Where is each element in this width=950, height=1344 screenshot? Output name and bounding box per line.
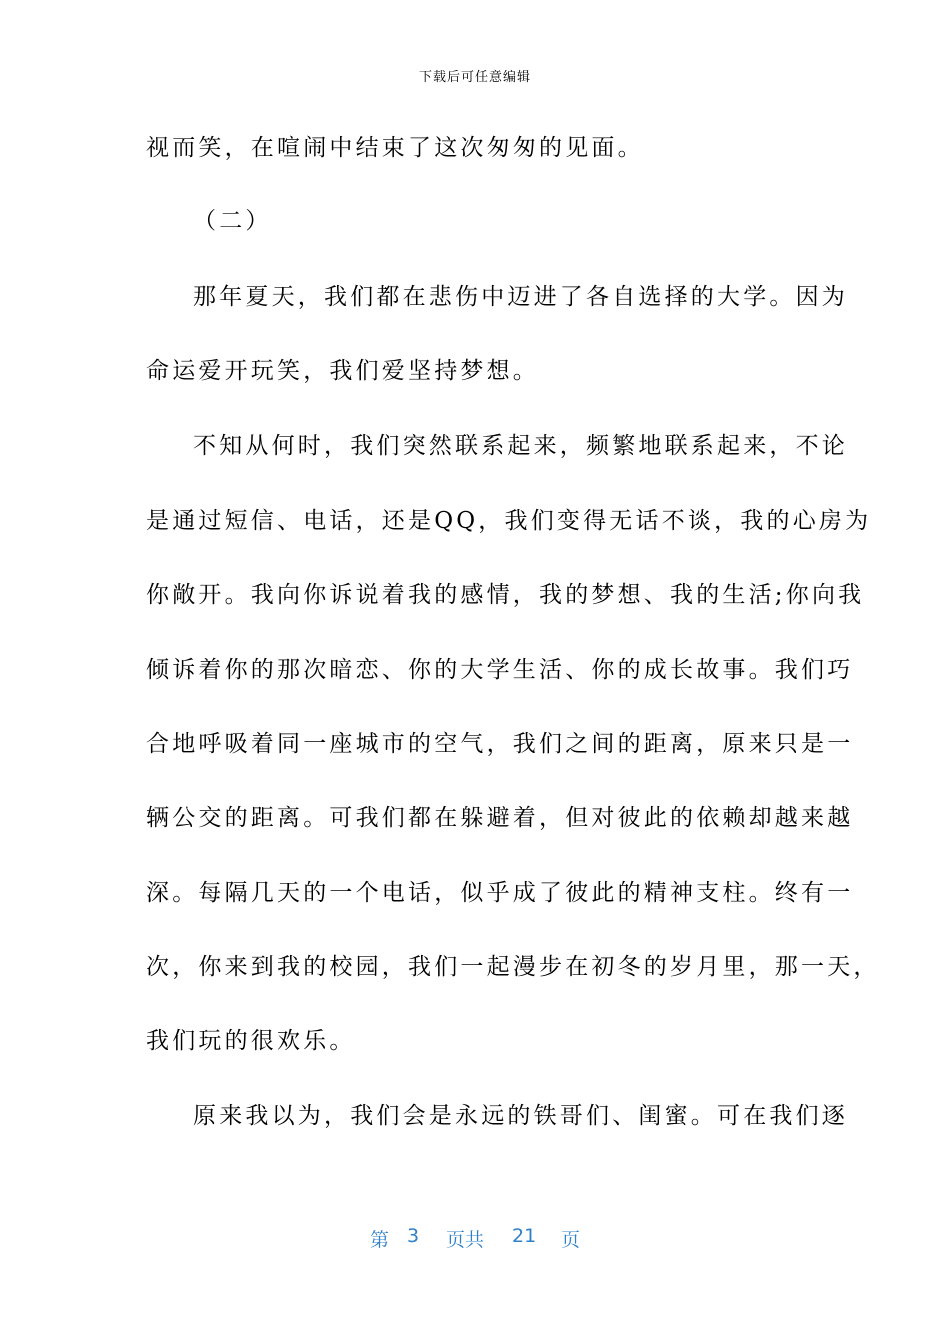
text-line: 倾诉着你的那次暗恋、你的大学生活、你的成长故事。我们巧	[146, 657, 854, 683]
text-line: 命运爱开玩笑，我们爱坚持梦想。	[146, 358, 539, 384]
header-note: 下载后可任意编辑	[418, 70, 531, 85]
footer-suffix: 页	[561, 1229, 581, 1251]
text-line: 合地呼吸着同一座城市的空气，我们之间的距离，原来只是一	[146, 731, 854, 757]
text-line: 深。每隔几天的一个电话，似乎成了彼此的精神支柱。终有一	[146, 880, 854, 906]
text-line: 那年夏天，我们都在悲伤中迈进了各自选择的大学。因为	[193, 284, 848, 310]
text-line: 是通过短信、电话，还是QQ，我们变得无话不谈，我的心房为	[146, 508, 872, 534]
text-line: 原来我以为，我们会是永远的铁哥们、闺蜜。可在我们逐	[193, 1103, 848, 1129]
current-page-number: 3	[407, 1225, 420, 1247]
text-line: 不知从何时，我们突然联系起来，频繁地联系起来，不论	[193, 433, 848, 459]
footer-prefix: 第	[370, 1229, 390, 1251]
page-footer	[0, 1225, 950, 1253]
text-line: 次，你来到我的校园，我们一起漫步在初冬的岁月里，那一天，	[146, 954, 880, 980]
total-pages-number: 21	[512, 1225, 537, 1247]
text-line: 视而笑，在喧闹中结束了这次匆匆的见面。	[146, 135, 644, 161]
text-line: 你敞开。我向你诉说着我的感情，我的梦想、我的生活;你向我	[146, 582, 865, 608]
section-heading: （二）	[193, 208, 272, 234]
text-line: 我们玩的很欢乐。	[146, 1028, 356, 1054]
text-line: 辆公交的距离。可我们都在躲避着，但对彼此的依赖却越来越	[146, 805, 854, 831]
footer-middle: 页共	[446, 1229, 485, 1251]
